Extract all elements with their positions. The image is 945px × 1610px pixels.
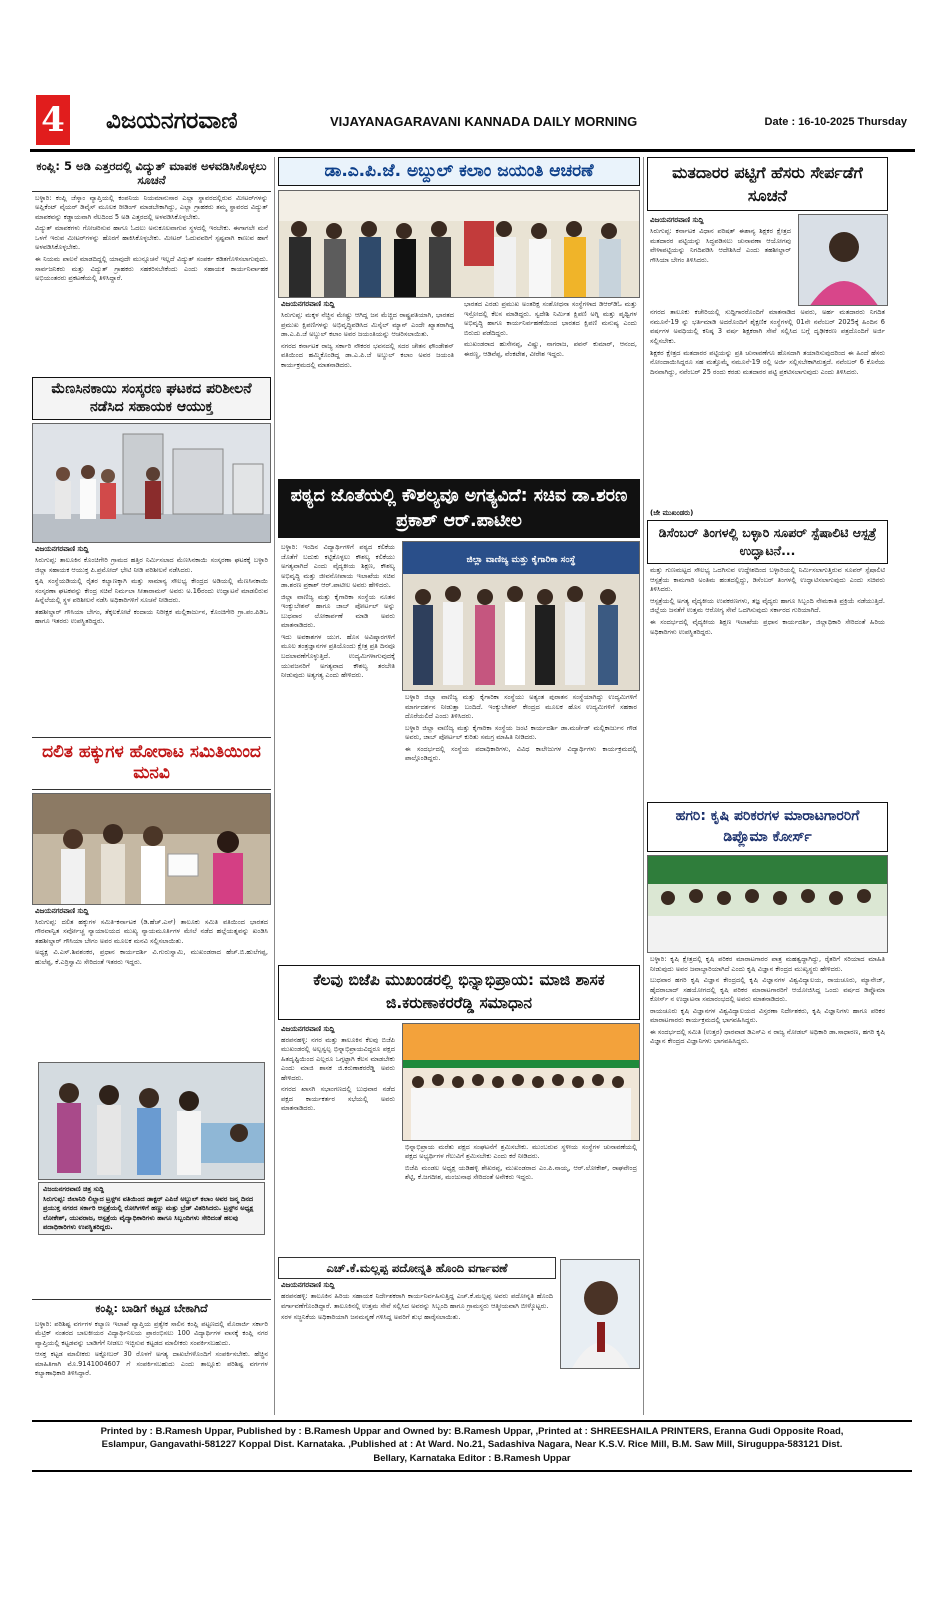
article-columns <box>278 1023 640 1187</box>
photo-kalam-event <box>278 190 640 298</box>
article-right-column <box>402 541 640 768</box>
photo-caption <box>38 1182 265 1235</box>
bjp-meeting-illustration <box>403 1024 639 1141</box>
paragraph: ಆಸ್ಪತ್ರೆಯಲ್ಲಿ ಅಗತ್ಯ ವೈದ್ಯಕೀಯ ಉಪಕರಣಗಳು, ತಜ್ಞ ವೈದ್ಯರು ಹಾಗೂ ಸಿಬ್ಬಂದಿ ನೇಮಕಾತಿ ಪ್ರಕ್ರಿಯೆ ನಡೆಯುತ್ತಿದೆ. ಜಿಲ್ಲೆಯ ಜನತೆಗೆ ಉತ್ತಮ ಆರೋಗ್ಯ ಸೇವೆ ಒದಗಿಸುವುದು ಸರ್ಕಾರದ ಗುರಿಯಾಗಿದೆ. <box>650 596 885 615</box>
photo-portrait <box>560 1259 640 1369</box>
paragraph: ಬಳ್ಳಾರಿ ಜಿಲ್ಲಾ ವಾಣಿಜ್ಯ ಮತ್ತು ಕೈಗಾರಿಕಾ ಸಂಸ್ಥೆಯು ಅತ್ಯಂತ ಪುರಾತನ ಸಂಸ್ಥೆಯಾಗಿದ್ದು ಉದ್ಯಮಿಗಳಿಗೆ ಮಾರ್ಗದರ್ಶನ ನೀಡುತ್ತಾ ಬಂದಿದೆ. ಇಂಕ್ಯುಬೇಶನ್ ಕೇಂದ್ರದ ಮೂಲಕ ಹೊಸ ಉದ್ಯಮಿಗಳಿಗೆ ಸಹಕಾರ ದೊರೆಯಲಿದೆ ಎಂದು ತಿಳಿಸಿದರು. <box>405 693 637 721</box>
article-body <box>647 225 794 269</box>
masthead-rule <box>30 149 915 152</box>
article-left-column <box>647 214 794 306</box>
article-body <box>402 691 640 768</box>
column-left <box>32 157 271 1415</box>
article-promotion-transfer <box>278 1257 640 1415</box>
article-body <box>278 541 398 685</box>
paragraph: ಭಾರತದ ಎರಡು ಪ್ರಮುಖ ಅಂತರಿಕ್ಷ ಸಂಶೋಧನಾ ಸಂಸ್ಥೆಗಳಾದ ಡಿಆರ್‌ಡಿಓ ಮತ್ತು ಇಸ್ರೋದಲ್ಲಿ ಕೆಲಸ ಮಾಡಿದ್ದರು. ಸ್ವದೇಶಿ ನಿರ್ಮಿತ ಕ್ಷಿಪಣಿ ಅಗ್ನಿ ಮತ್ತು ಪೃಥ್ವಿಗಳ ಅಭಿವೃದ್ಧಿ ಹಾಗೂ ಕಾರ್ಯನಿರ್ವಹಣೆಯಿಂದ ಭಾರತದ ಕ್ಷಿಪಣಿ ಮನುಷ್ಯ ಎಂದು ಬಿರುದು ಪಡೆದಿದ್ದರು. <box>464 300 637 337</box>
paragraph: ಈ ಸಂದರ್ಭದಲ್ಲಿ ಸಮಿತಿ (ಉತ್ತರ) ಧಾರವಾಡ ಡಿಎಸ್‌ಎ ನ ರಾಜ್ಯ ನೋಡಲ್ ಅಧಿಕಾರಿ ಡಾ.ಸಾಧಾರಣ, ಹಗರಿ ಕೃಷಿ ವಿಜ್ಞಾನ ಕೇಂದ್ರದ ವಿಜ್ಞಾನಿಗಳು ಭಾಗವಹಿಸಿದ್ದರು. <box>650 1027 885 1046</box>
paragraph: ಬಳ್ಳಾರಿ: ಕೃಷಿ ಕ್ಷೇತ್ರದಲ್ಲಿ ಕೃಷಿ ಪರಿಕರ ಮಾರಾಟಗಾರರ ಪಾತ್ರ ಮಹತ್ವದ್ದಾಗಿದ್ದು, ರೈತರಿಗೆ ಸರಿಯಾದ ಮಾಹಿತಿ ನೀಡುವುದು ಅವರ ಜವಾಬ್ದಾರಿಯಾಗಿದೆ ಎಂದು ಕೃಷಿ ವಿಜ್ಞಾನ ಕೇಂದ್ರದ ಮುಖ್ಯಸ್ಥರು ಹೇಳಿದರು. <box>650 955 885 973</box>
column-center <box>278 157 640 1415</box>
column-divider <box>274 157 275 1415</box>
paragraph: ವಿದ್ಯುತ್ ಮಾಪಕಗಳು ಗೋಚರಿಸುವ ಹಾಗೂ ಓದಲು ಅನುಕೂಲವಾಗುವ ಸ್ಥಳದಲ್ಲಿ ಇರಬೇಕು. ಈಗಾಗಲೇ ಮನೆ ಒಳಗೆ ಇರುವ ಮೀಟರ್‌ಗಳನ್ನು ಹೊರಗೆ ಹಾಕಿಸಿಕೊಳ್ಳಬೇಕು. ಮೀಟರ್ ಓದುವವರಿಗೆ ಸ್ಪಷ್ಟವಾಗಿ ಕಾಣುವ ಹಾಗೆ ಅಳವಡಿಸಿಕೊಳ್ಳಬೇಕು. <box>35 224 268 252</box>
caption-text: ಸಿರುಗುಪ್ಪ: ಜಿಲಾನಿರಿ ಲಿಲ್ಲಾದ ಟ್ರಸ್ಟ್‌ನ ವತಿಯಿಂದ ಡಾಕ್ಟರ್ ಎಪಿಜೆ ಅಬ್ದುಲ್ ಕಲಾಂ ಅವರ ಜನ್ಮ ದಿನದ ಪ್ರಯುಕ್ತ ನಗರದ ಸರ್ಕಾರಿ ಆಸ್ಪತ್ರೆಯಲ್ಲಿ ರೋಗಿಗಳಿಗೆ ಹಣ್ಣು ಮತ್ತು ಬ್ರೆಡ್ ವಿತರಿಸಿದರು. ಟ್ರಸ್ಟ್‌ನ ಅಧ್ಯಕ್ಷ ಲೋಕೇಶ್, ಯುವರಾಜ, ಆಸ್ಪತ್ರೆಯ ವೈದ್ಯಾಧಿಕಾರಿಗಳು ಹಾಗೂ ಸಿಬ್ಬಂದಿಗಳು ಸೇರಿದಂತೆ ಹಲವು ಪದಾಧಿಕಾರಿಗಳು ಉಪಸ್ಥಿತರಿದ್ದರು. <box>43 1195 254 1231</box>
paragraph: ಈ ನಿಯಮ ಪಾಲನೆ ಮಾಡದಿದ್ದಲ್ಲಿ ಯಾವುದೇ ಮುನ್ಸೂಚನೆ ಇಲ್ಲದೆ ವಿದ್ಯುತ್ ಸಂಪರ್ಕ ಕಡಿತಗೊಳಿಸಲಾಗುವುದು. ಸಾರ್ವಜನಿಕರು ಮತ್ತು ವಿದ್ಯುತ್ ಗ್ರಾಹಕರು ಸಹಕರಿಸಬೇಕೆಂದು ಎಂದು ಸಹಾಯಕ ಕಾರ್ಯನಿರ್ವಾಹಕ ಅಭಿಯಂತರರು ಪ್ರಕಟಣೆಯಲ್ಲಿ ತಿಳಿಸಿದ್ದಾರೆ. <box>35 255 268 283</box>
paragraph: ತಹಶೀಲ್ದಾರ್ ಗೌಸಿಯಾ ಬೇಗಂ, ತೆಕ್ಕಲಕೋಟೆ ಕಂದಾಯ ನಿರೀಕ್ಷಕ ಮಲ್ಲಿಕಾರ್ಜುನ, ಕೊಂಚಿಗೇರಿ ಗ್ರಾ.ಪಂ.ಪಿಡಿಒ ಹಾಗೂ ಇತರರು ಉಪಸ್ಥಿತರಿದ್ದರು. <box>35 607 268 626</box>
headline: ಎಚ್.ಕೆ.ಮಲ್ಲಪ್ಪ ಪದೋನ್ನತಿ ಹೊಂದಿ ವರ್ಗಾವಣೆ <box>278 1257 556 1279</box>
paragraph: ಬುಧವಾರ ಹಗರಿ ಕೃಷಿ ವಿಜ್ಞಾನ ಕೇಂದ್ರದಲ್ಲಿ ಕೃಷಿ ವಿಜ್ಞಾನಗಳ ವಿಶ್ವವಿದ್ಯಾಲಯ, ರಾಯಚೂರು, ಮ್ಯಾನೇಜ್, ಹೈದರಾಬಾದ್ ಸಹಯೋಗದಲ್ಲಿ ಕೃಷಿ ಪರಿಕರ ಮಾರಾಟಗಾರರಿಗೆ ಆಯೋಜಿಸಿದ್ದ ಒಂದು ವರ್ಷದ ಡಿಪ್ಲೊಮಾ ಕೋರ್ಸ್ ನ ಉದ್ಘಾಟನಾ ಸಮಾರಂಭದಲ್ಲಿ ಅವರು ಮಾತನಾಡಿದರು. <box>650 976 885 1004</box>
article-agri-diploma <box>647 802 888 1415</box>
paragraph: ಮತ್ತು ಗುಣಮಟ್ಟದ ಸೌಲಭ್ಯ ಒದಗಿಸುವ ಉದ್ದೇಶದಿಂದ ಬಳ್ಳಾರಿಯಲ್ಲಿ ನಿರ್ಮಿಸಲಾಗುತ್ತಿರುವ ಸೂಪರ್ ಸ್ಪೆಷಾಲಿಟಿ ಆಸ್ಪತ್ರೆಯ ಕಾಮಗಾರಿ ಅಂತಿಮ ಹಂತದಲ್ಲಿದ್ದು, ಡಿಸೆಂಬರ್ ತಿಂಗಳಲ್ಲಿ ಉದ್ಘಾಟಿಸಲಾಗುವುದು ಎಂದು ಸಚಿವರು ತಿಳಿಸಿದರು. <box>650 566 885 594</box>
article-body <box>278 1034 398 1118</box>
page-number: 4 <box>36 95 70 145</box>
paragraph: ಬಿಜೆಪಿ ಮಂಡಲ ಅಧ್ಯಕ್ಷ ಯಡಿಹಳ್ಳಿ ಶೇಖರಪ್ಪ, ಮುಖಂಡರಾದ ಎಂ.ಪಿ.ನಾಯ್ಕ, ಆರ್.ಲೋಕೇಶ್, ರಾಘವೇಂದ್ರ ಶೆಟ್ಟಿ, ಕೆ.ಜಗದೀಶ, ಮಂಜುನಾಥ ಸೇರಿದಂತೆ ಅನೇಕರು ಇದ್ದರು. <box>405 1163 637 1182</box>
processing-unit-illustration <box>33 424 271 543</box>
issue-date: Date : 16-10-2025 Thursday <box>764 116 907 128</box>
paragraph: ಸಿರುಗುಪ್ಪ: ಮಕ್ಕಳ ನೆಚ್ಚಿನ ಮೇಷ್ಟ್ರು ಆಗಿದ್ದ ಜನ ಮೆಚ್ಚಿದ ರಾಷ್ಟ್ರಪತಿಯಾಗಿ, ಭಾರತದ ಪ್ರಮುಖ ಕ್ಷಿಪಣಿಗಳನ್ನು ಅಭಿವೃದ್ಧಿಪಡಿಸಿದ ಮಿಸೈಲ್ ಮ್ಯಾನ್ ಎಂದೇ ಖ್ಯಾತರಾಗಿದ್ದ ಡಾ.ಎ.ಪಿ.ಜೆ ಅಬ್ದುಲ್ ಕಲಾಂ ಅವರ ಜಯಂತಿಯನ್ನು ಆಚರಿಸಲಾಯಿತು. <box>281 311 454 339</box>
article-kalam-jayanti <box>278 157 640 472</box>
imprint-line: Eslampur, Gangavathi-581227 Koppal Dist. Karnataka. ,Published at : At Ward. No.21, Sadashiva Nagara, Near K.S.V. Rice Mill, B.M. Saw Mill, Siruguppa-583121 Dist. <box>101 1439 843 1451</box>
continuation-tag: (ಜೇ ಮುಖಂಡರು) <box>650 509 694 517</box>
paragraph: ಆಸಕ್ತ ಕಟ್ಟಡ ಮಾಲೀಕರು ಅಕ್ಟೋಬರ್ 30 ರೊಳಗೆ ಅಗತ್ಯ ದಾಖಲೆಗಳೊಂದಿಗೆ ಸಂಪರ್ಕಿಸಬೇಕು. ಹೆಚ್ಚಿನ ಮಾಹಿತಿಗಾಗಿ ಮೊ.9141004607 ಗೆ ಸಂಪರ್ಕಿಸಬಹುದು ಎಂದು ತಾಲ್ಲೂಕು ಪರಿಶಿಷ್ಟ ವರ್ಗಗಳ ಕಲ್ಯಾಣಾಧಿಕಾರಿ ತಿಳಿಸಿದ್ದಾರೆ. <box>35 1350 268 1378</box>
paragraph: ನಗರದ ಖಾಸಗಿ ಸಭಾಂಗಣದಲ್ಲಿ ಬುಧವಾರ ನಡೆದ ಪಕ್ಷದ ಕಾರ್ಯಕರ್ತರ ಸಭೆಯಲ್ಲಿ ಅವರು ಮಾತನಾಡಿದರು. <box>281 1085 395 1113</box>
headline: ಮೆಣಸಿನಕಾಯಿ ಸಂಸ್ಕರಣ ಘಟಕದ ಪರಿಶೀಲನೆ ನಡೆಸಿದ ಸಹಾಯಕ ಆಯುಕ್ತ <box>32 377 271 420</box>
headline: ಡಾ.ಎ.ಪಿ.ಜೆ. ಅಬ್ದುಲ್ ಕಲಾಂ ಜಯಂತಿ ಆಚರಣೆ <box>278 157 640 186</box>
paragraph: ನಗರದ ತಾಲೂಕು ಕಚೇರಿಯಲ್ಲಿ ಸುದ್ದಿಗಾರರೊಂದಿಗೆ ಮಾತನಾಡಿದ ಅವರು, ಅರ್ಹ ಮತದಾರರು ನಿಗದಿತ ನಮೂನೆ-19 ನ್ನು ಭರ್ತಿಮಾಡಿ ಅದರೊಂದಿಗೆ ಶೈಕ್ಷಣಿಕ ಸಂಸ್ಥೆಗಳಲ್ಲಿ 01ನೇ ನವೆಂಬರ್ 2025ಕ್ಕೆ ಹಿಂದಿನ 6 ವರ್ಷಗಳ ಅವಧಿಯಲ್ಲಿ ಕನಿಷ್ಠ 3 ವರ್ಷ ಶಿಕ್ಷಕರಾಗಿ ಸೇವೆ ಸಲ್ಲಿಸಿದ ಬಗ್ಗೆ ದೃಢೀಕರಣ ಪತ್ರದೊಂದಿಗೆ ಅರ್ಜಿ ಸಲ್ಲಿಸಬೇಕು. <box>650 308 885 346</box>
paragraph: ನಗರದ ಕರ್ನಾಟಕ ರಾಜ್ಯ ಸರ್ಕಾರಿ ನೌಕರರ ಭವನದಲ್ಲಿ ಸದರ ಚೇತನ ಫೌಂಡೇಶನ್ ವತಿಯಿಂದ ಹಮ್ಮಿಕೊಂಡಿದ್ದ ಡಾ.ಎ.ಪಿ.ಜೆ ಅಬ್ದುಲ್ ಕಲಾಂ ಅವರ ಜಯಂತಿ ಕಾರ್ಯಕ್ರಮದಲ್ಲಿ ಮಾತನಾಡಿದರು. <box>281 341 454 369</box>
article-columns <box>278 298 640 374</box>
article-body <box>278 1290 556 1327</box>
dateline: ವಿಜಯನಗರವಾಣಿ ಸುದ್ದಿ <box>35 906 89 915</box>
paragraph: ಜಿಲ್ಲಾ ವಾಣಿಜ್ಯ ಮತ್ತು ಕೈಗಾರಿಕಾ ಸಂಸ್ಥೆಯ ನೂತನ ಇಂಕ್ಯುಬೇಶನ್ ಹಾಗೂ ಜಾಬ್ ಪೋರ್ಟಲ್ ಅನ್ನು ಬುಧವಾರ ಲೋಕಾರ್ಪಣೆ ಮಾಡಿ ಅವರು ಮಾತನಾಡಿದರು. <box>281 592 395 630</box>
hospital-illustration <box>39 1063 265 1180</box>
tahsildar-illustration <box>799 215 888 306</box>
article-skill-education <box>278 479 640 959</box>
article-top-row <box>647 214 888 306</box>
article-voter-list <box>647 157 888 502</box>
dateline: ವಿಜಯನಗರವಾಣಿ ಸುದ್ದಿ <box>281 1024 335 1033</box>
portrait-illustration <box>561 1260 640 1369</box>
article-columns <box>278 1257 640 1369</box>
article-right-column <box>461 298 640 374</box>
photo-chamber-event <box>402 541 640 691</box>
headline: ದಲಿತ ಹಕ್ಕುಗಳ ಹೋರಾಟ ಸಮಿತಿಯಿಂದ ಮನವಿ <box>32 737 271 790</box>
paragraph: ಸಿರುಗುಪ್ಪ: ಕರ್ನಾಟಕ ವಿಧಾನ ಪರಿಷತ್ ಈಶಾನ್ಯ ಶಿಕ್ಷಕರ ಕ್ಷೇತ್ರದ ಮತದಾರರ ಪಟ್ಟಿಯನ್ನು ಸಿದ್ಧಪಡಿಸಲು ಚುನಾವಣಾ ಆಯೋಗವು ವೇಳಾಪಟ್ಟಿಯನ್ನು ನಿಗದಿಪಡಿಸಿ ಆದೇಶಿಸಿದೆ ಎಂದು ತಹಶೀಲ್ದಾರ್ ಗೌಸಿಯಾ ಬೇಗಂ ತಿಳಿಸಿದರು. <box>650 227 791 265</box>
dateline: ವಿಜಯನಗರವಾಣಿ ಸುದ್ದಿ <box>650 216 704 225</box>
article-dalit-rights-memorandum <box>32 737 271 1057</box>
article-rental-building <box>32 1299 271 1415</box>
article-body <box>647 564 888 641</box>
paragraph: ಬಳ್ಳಾರಿ: ಪರಿಶಿಷ್ಟ ವರ್ಗಗಳ ಕಲ್ಯಾಣ ಇಲಾಖೆ ವ್ಯಾಪ್ತಿಯ ಪ್ರತ್ಯೇಕ ಸಾಲಿನ ಕಂಪ್ಲಿ ಪಟ್ಟಣದಲ್ಲಿ ಮೊರಾರ್ಜಿ ಸರ್ಕಾರಿ ಮೆಟ್ರಿಕ್ ನಂತರದ ಬಾಲಕೀಯರ ವಿದ್ಯಾರ್ಥಿನಿಲಯ ಪ್ರಾರಂಭಿಸಲು 100 ವಿದ್ಯಾರ್ಥಿಗಳ ವಾಸಕ್ಕೆ ಕಂಪ್ಲಿ ನಗರ ವ್ಯಾಪ್ತಿಯಲ್ಲಿ ಕಟ್ಟಡವನ್ನು ಬಾಡಿಗೆಗೆ ನೀಡಲು ಇಚ್ಛಿಸುವ ಕಟ್ಟಡದ ಮಾಲೀಕರು ಸಂಪರ್ಕಿಸಬಹುದು. <box>35 1319 268 1347</box>
photo-news-hospital <box>32 1062 271 1240</box>
article-body <box>32 916 271 972</box>
paragraph: ರಾಯಚೂರು ಕೃಷಿ ವಿಜ್ಞಾನಗಳ ವಿಶ್ವವಿದ್ಯಾಲಯದ ವಿಸ್ತರಣಾ ನಿರ್ದೇಶಕರು, ಕೃಷಿ ವಿಜ್ಞಾನಿಗಳು ಹಾಗೂ ಪರಿಕರ ಮಾರಾಟಗಾರರು ಕಾರ್ಯಕ್ರಮದಲ್ಲಿ ಭಾಗವಹಿಸಿದ್ದರು. <box>650 1006 885 1025</box>
article-body <box>32 192 271 288</box>
paragraph: ಅಧ್ಯಕ್ಷ ವಿ.ಎಸ್.ಶಿವಶಂಕರ, ಪ್ರಧಾನ ಕಾರ್ಯದರ್ಶಿ ವಿ.ಗುರುಸ್ವಾಮಿ, ಮುಖಂಡರಾದ ಹೆಚ್.ಬಿ.ಹುಲೆಗಪ್ಪ, ಹುಲೆಪ್ಪ, ಕೆ.ಎರ್ರಿಸ್ವಾಮಿ ಸೇರಿದಂತೆ ಇತರರು ಇದ್ದರು. <box>35 948 268 966</box>
paragraph: ಸಿರುಗುಪ್ಪ: ತಾಲೂಕಿನ ಕೊಂಚಿಗೇರಿ ಗ್ರಾಮದ ಹತ್ತಿರ ನಿರ್ಮಿಸಲಾದ ಮೆಣಸಿನಕಾಯಿ ಸಂಸ್ಕರಣಾ ಘಟಕಕ್ಕೆ ಬಳ್ಳಾರಿ ಜಿಲ್ಲಾ ಸಹಾಯಕ ಆಯುಕ್ತ ಪಿ.ಪ್ರಮೋದ್ ಭೇಟಿ ನೀಡಿ ಪರಿಶೀಲನೆ ನಡೆಸಿದರು. <box>35 556 268 574</box>
article-left-column <box>278 541 398 768</box>
article-left-column <box>278 298 457 374</box>
photo-credit: ವಿಜಯನಗರವಾಣಿ ಚಿತ್ರ ಸುದ್ದಿ <box>43 1185 104 1193</box>
photo-agri-event <box>647 855 888 953</box>
paragraph: ಸಿರುಗುಪ್ಪ: ದಲಿತ ಹಕ್ಕುಗಳ ಸಮಿತಿ-ಕರ್ನಾಟಕ (ಡಿ.ಹೆಚ್.ಎಸ್) ತಾಲೂಕು ಸಮಿತಿ ವತಿಯಿಂದ ಭಾರತದ ಗೌರವಾನ್ವಿತ ಸರ್ವೋಚ್ಚ ನ್ಯಾಯಾಲಯದ ಮುಖ್ಯ ನ್ಯಾಯಮೂರ್ತಿಗಳ ಮೇಲೆ ನಡೆದ ಹಲ್ಲೆಯತ್ನವನ್ನು ಖಂಡಿಸಿ ತಹಶೀಲ್ದಾರ್ ಗೌಸಿಯಾ ಬೇಗಂ ಅವರ ಮೂಲಕ ಮನವಿ ಸಲ್ಲಿಸಲಾಯಿತು. <box>35 917 268 945</box>
paragraph: ಬಳ್ಳಾರಿ: ಇಂದಿನ ವಿದ್ಯಾರ್ಥಿಗಳಿಗೆ ಪಠ್ಯದ ಕಲಿಕೆಯ ಜೊತೆಗೆ ಬದುಕು ಕಟ್ಟಿಕೊಳ್ಳಲು ಕೌಶಲ್ಯ ಕಲಿಕೆಯು ಅಗತ್ಯವಾಗಿದೆ ಎಂದು ವೈದ್ಯಕೀಯ ಶಿಕ್ಷಣ, ಕೌಶಲ್ಯ ಅಭಿವೃದ್ಧಿ ಮತ್ತು ಜೀವನೋಪಾಯ ಇಲಾಖೆಯ ಸಚಿವ ಡಾ.ಶರಣ ಪ್ರಕಾಶ್ ಆರ್.ಪಾಟೀಲ ಅವರು ಹೇಳಿದರು. <box>281 543 395 590</box>
headline: ಕಂಪ್ಲಿ: 5 ಅಡಿ ಎತ್ತರದಲ್ಲಿ ವಿದ್ಯುತ್ ಮಾಪಕ ಅಳವಡಿಸಿಕೊಳ್ಳಲು ಸೂಚನೆ <box>32 157 271 192</box>
chamber-event-illustration <box>403 542 639 691</box>
headline: ಕಂಪ್ಲಿ: ಬಾಡಿಗೆ ಕಟ್ಟಡ ಬೇಕಾಗಿದೆ <box>32 1299 271 1318</box>
paragraph: ಕೃಷಿ ಸಂಸ್ಥೆಯಡಿಯಲ್ಲಿ ರೈತರ ಕಲ್ಯಾಣಕ್ಕಾಗಿ ಮತ್ತು ಸಾಮಾನ್ಯ ಸೌಲಭ್ಯ ಕೇಂದ್ರದ ಅಡಿಯಲ್ಲಿ ಮೆಣಸಿನಕಾಯಿ ಸಂಸ್ಕರಣಾ ಘಟಕವನ್ನು ಕೇಂದ್ರ ಸಚಿವೆ ನಿರ್ಮಲಾ ಸೀತಾರಾಮನ್ ಅವರು ಅ.16ರಂದು ಉದ್ಘಾಟನೆ ಮಾಡಲಿರುವ ಹಿನ್ನೆಲೆಯಲ್ಲಿ ಸ್ಥಳ ಪರಿಶೀಲನೆ ನಡೆಸಿ ಅಧಿಕಾರಿಗಳಿಗೆ ಸೂಚನೆ ನೀಡಿದರು. <box>35 577 268 605</box>
paragraph: ಸರಳ ಸಜ್ಜನಿಕೆಯ ಅಧಿಕಾರಿಯಾಗಿ ಜನಮನ್ನಣೆ ಗಳಿಸಿದ್ದ ಅವರಿಗೆ ಶುಭ ಹಾರೈಸಲಾಯಿತು. <box>281 1313 461 1322</box>
memorandum-illustration <box>33 794 271 905</box>
paragraph: ಹರಪನಹಳ್ಳಿ: ನಗರ ಮತ್ತು ತಾಲೂಕಿನ ಕೆಲವು ಬಿಜೆಪಿ ಮುಖಂಡರಲ್ಲಿ ಅಲ್ಪಸ್ವಲ್ಪ ಭಿನ್ನಾಭಿಪ್ರಾಯವಿದ್ದರೂ ಪಕ್ಷದ ಹಿತದೃಷ್ಟಿಯಿಂದ ಎಲ್ಲರೂ ಒಗ್ಗಟ್ಟಾಗಿ ಕೆಲಸ ಮಾಡಬೇಕು ಎಂದು ಮಾಜಿ ಶಾಸಕ ಜಿ.ಕರುಣಾಕರರೆಡ್ಡಿ ಅವರು ಹೇಳಿದರು. <box>281 1035 395 1082</box>
paragraph: ಭಿನ್ನಾಭಿಪ್ರಾಯ ಮರೆತು ಪಕ್ಷದ ಸಂಘಟನೆಗೆ ಶ್ರಮಿಸಬೇಕು. ಮುಂಬರುವ ಸ್ಥಳೀಯ ಸಂಸ್ಥೆಗಳ ಚುನಾವಣೆಯಲ್ಲಿ ಪಕ್ಷದ ಅಭ್ಯರ್ಥಿಗಳ ಗೆಲುವಿಗೆ ಶ್ರಮಿಸಬೇಕು ಎಂದು ಕರೆ ನೀಡಿದರು. <box>405 1142 637 1161</box>
article-chilli-unit-inspection <box>32 377 271 754</box>
paragraph: ಹರಪನಹಳ್ಳಿ: ತಾಲೂಕಿನ ಹಿರಿಯ ಸಹಾಯಕ ನಿರ್ದೇಶಕರಾಗಿ ಕಾರ್ಯನಿರ್ವಹಿಸುತ್ತಿದ್ದ ಎಚ್.ಕೆ.ಮಲ್ಲಪ್ಪ ಅವರು ಪದೋನ್ನತಿ ಹೊಂದಿ ವರ್ಗಾವಣೆಗೊಂಡಿದ್ದಾರೆ. ತಾಲೂಕಿನಲ್ಲಿ ಉತ್ತಮ ಸೇವೆ ಸಲ್ಲಿಸಿದ ಅವರನ್ನು ಸಿಬ್ಬಂದಿ ಹಾಗೂ ಗ್ರಾಮಸ್ಥರು ಆತ್ಮೀಯವಾಗಿ ಬೀಳ್ಕೊಟ್ಟರು. <box>281 1292 553 1310</box>
photo-hospital-distribution <box>38 1062 265 1180</box>
photo-processing-unit <box>32 423 271 543</box>
headline: ಪಠ್ಯದ ಜೊತೆಯಲ್ಲಿ ಕೌಶಲ್ಯವೂ ಅಗತ್ಯವಿದೆ: ಸಚಿವ ಡಾ.ಶರಣ ಪ್ರಕಾಶ್ ಆರ್.ಪಾಟೀಲ <box>278 479 640 538</box>
masthead <box>30 92 915 150</box>
article-super-specialty-hospital <box>647 507 888 797</box>
newspaper-name-english: VIJAYANAGARAVANI KANNADA DAILY MORNING <box>330 114 638 129</box>
article-body <box>32 554 271 631</box>
paragraph: ಬಳ್ಳಾರಿ: ಕಂಪ್ಲಿ ಜೆಸ್ಕಾಂ ವ್ಯಾಪ್ತಿಯಲ್ಲಿ ಕಂಪನಿಯ ನಿಯಮಾನುಸಾರ ಎಲ್ಲಾ ಸ್ಥಾವರದಲ್ಲಿರುವ ಮೀಟರ್‌ಗಳನ್ನು ಅಪ್ಲಿಕೆಂಟ್ ವೈಯರ್ ಡಿವೈಸ್ ಮೂಲಕ ರೀಡಿಂಗ್ ಮಾಡಬೇಕಾಗಿದ್ದು, ಎಲ್ಲಾ ಗ್ರಾಹಕರು ತಮ್ಮ ಸ್ಥಾವರದ ವಿದ್ಯುತ್ ಮಾಪಕವನ್ನು ಕಡ್ಡಾಯವಾಗಿ ನೆಲದಿಂದ 5 ಅಡಿ ಎತ್ತರದಲ್ಲಿ ಅಳವಡಿಸಿಕೊಳ್ಳಬೇಕು. <box>35 193 268 221</box>
headline: ಮತದಾರರ ಪಟ್ಟಿಗೆ ಹೆಸರು ಸೇರ್ಪಡೆಗೆ ಸೂಚನೆ <box>647 157 888 211</box>
paragraph: ಈ ಸಂದರ್ಭದಲ್ಲಿ ಸಂಸ್ಥೆಯ ಪದಾಧಿಕಾರಿಗಳು, ವಿವಿಧ ಕಾಲೇಜುಗಳ ವಿದ್ಯಾರ್ಥಿಗಳು ಕಾರ್ಯಕ್ರಮದಲ್ಲಿ ಪಾಲ್ಗೊಂಡಿದ್ದರು. <box>405 744 637 763</box>
paragraph: ಬಳ್ಳಾರಿ ಜಿಲ್ಲಾ ವಾಣಿಜ್ಯ ಮತ್ತು ಕೈಗಾರಿಕಾ ಸಂಸ್ಥೆಯ ಜಂಟಿ ಕಾರ್ಯದರ್ಶಿ ಡಾ.ಮರ್ಚೆಡ್ ಮಲ್ಲಿಕಾರ್ಜುನ ಗೌಡ ಅವರು, ಜಾಬ್ ಪೋರ್ಟಲ್ ಕುರಿತು ಸಮಗ್ರ ಮಾಹಿತಿ ನೀಡಿದರು. <box>405 723 637 742</box>
footer-rule <box>32 1470 912 1472</box>
photo-tahsildar <box>798 214 888 306</box>
article-meter-notice <box>32 157 271 372</box>
imprint-footer <box>32 1420 912 1464</box>
article-left-column <box>278 1257 556 1369</box>
article-body <box>32 1318 271 1383</box>
article-columns <box>278 541 640 768</box>
photo-bjp-meeting <box>402 1023 640 1141</box>
article-body <box>278 309 457 374</box>
column-right <box>647 157 888 1415</box>
headline: ಹಗರಿ: ಕೃಷಿ ಪರಿಕರಗಳ ಮಾರಾಟಗಾರರಿಗೆ ಡಿಪ್ಲೊಮಾ ಕೋರ್ಸ್ <box>647 802 888 852</box>
banner-text: ಜಿಲ್ಲಾ ವಾಣಿಜ್ಯ ಮತ್ತು ಕೈಗಾರಿಕಾ ಸಂಸ್ಥೆ <box>466 555 576 565</box>
article-body <box>647 953 888 1051</box>
article-body <box>461 298 640 363</box>
dateline: ವಿಜಯನಗರವಾಣಿ ಸುದ್ದಿ <box>35 545 89 553</box>
kalam-event-illustration <box>279 191 640 298</box>
headline: ಡಿಸೆಂಬರ್ ತಿಂಗಳಲ್ಲಿ ಬಳ್ಳಾರಿ ಸೂಪರ್ ಸ್ಪೆಷಾಲಿಟಿ ಆಸ್ಪತ್ರೆ ಉದ್ಘಾಟನೆ... <box>647 520 888 564</box>
photo-memorandum <box>32 793 271 905</box>
dateline: ವಿಜಯನಗರವಾಣಿ ಸುದ್ದಿ <box>281 1281 335 1290</box>
article-body <box>647 306 888 381</box>
paragraph: ಈ ಸಂದರ್ಭದಲ್ಲಿ ವೈದ್ಯಕೀಯ ಶಿಕ್ಷಣ ಇಲಾಖೆಯ ಪ್ರಧಾನ ಕಾರ್ಯದರ್ಶಿ, ಜಿಲ್ಲಾಧಿಕಾರಿ ಸೇರಿದಂತೆ ಹಿರಿಯ ಅಧಿಕಾರಿಗಳು ಉಪಸ್ಥಿತರಿದ್ದರು. <box>650 617 885 636</box>
dateline: ವಿಜಯನಗರವಾಣಿ ಸುದ್ದಿ <box>281 300 335 309</box>
article-bjp-leaders <box>278 965 640 1250</box>
headline: ಕೆಲವು ಬಿಜೆಪಿ ಮುಖಂಡರಲ್ಲಿ ಭಿನ್ನಾಭಿಪ್ರಾಯ: ಮಾಜಿ ಶಾಸಕ ಜಿ.ಕರುಣಾಕರರೆಡ್ಡಿ ಸಮಾಧಾನ <box>278 965 640 1020</box>
article-left-column <box>278 1023 398 1187</box>
column-divider <box>643 157 644 1415</box>
article-right-column <box>402 1023 640 1187</box>
agri-event-illustration <box>648 856 888 953</box>
paragraph: ಶಿಕ್ಷಕರ ಕ್ಷೇತ್ರದ ಮತದಾರರ ಪಟ್ಟಿಯನ್ನು ಪ್ರತಿ ಚುನಾವಣೆಗೂ ಹೊಸದಾಗಿ ತಯಾರಿಸುವುದರಿಂದ ಈ ಹಿಂದೆ ಹೆಸರು ನೋಂದಾಯಿಸಿದ್ದರೂ ಸಹ ಮತ್ತೊಮ್ಮೆ ನಮೂನೆ-19 ರಲ್ಲಿ ಅರ್ಜಿ ಸಲ್ಲಿಸಬೇಕಾಗಿರುತ್ತದೆ. ನವೆಂಬರ್ 6 ಕೊನೆಯ ದಿನವಾಗಿದ್ದು, ನವೆಂಬರ್ 25 ರಂದು ಕರಡು ಮತದಾರರ ಪಟ್ಟಿ ಪ್ರಕಟಿಸಲಾಗುವುದು ಎಂದು ತಿಳಿಸಿದರು. <box>650 348 885 376</box>
imprint-line: Bellary, Karnataka Editor : B.Ramesh Uppar <box>373 1452 571 1464</box>
imprint-line: Printed by : B.Ramesh Uppar, Published by : B.Ramesh Uppar and Owned by: B.Ramesh Uppar, ,Printed at : SHREESHAILA PRINTERS, Eranna Gudi Opposite Road, <box>100 1426 844 1437</box>
newspaper-name-kannada: ವಿಜಯನಗರವಾಣಿ <box>106 108 238 134</box>
article-body <box>402 1141 640 1187</box>
paragraph: ಇದು ಅವಕಾಶಗಳ ಯುಗ. ಹೊಸ ಅವಿಷ್ಕಾರಗಳಿಗೆ ಮೂಲ ತಂತ್ರಜ್ಞಾನಗಳ ಪ್ರತಿಯೊಂದು ಕ್ಷೇತ್ರ ಪ್ರತಿ ದಿನವೂ ಬದಲಾವಣೆಗೊಳ್ಳುತ್ತಿದೆ. ಉದ್ಯಮಿಗಳಾಗುವುದಕ್ಕೆ ಯುವಜನರಿಗೆ ಅಗತ್ಯವಾದ ಕೌಶಲ್ಯ ತರಬೇತಿ ನೀಡುವುದು ಅತ್ಯಗತ್ಯ ಎಂದು ಹೇಳಿದರು. <box>281 632 395 680</box>
paragraph: ಮುಖಂಡರಾದ ಹುಸೇನಪ್ಪ, ವಿಷ್ಣು, ನಾಗರಾಜ, ಪವನ್ ಕುಮಾರ್, ಆನಂದ, ಈರಣ್ಣ, ಆಡಿವೆಪ್ಪ, ವೆಂಕಟೇಶ, ವೀರೇಶ ಇದ್ದರು. <box>464 340 637 358</box>
